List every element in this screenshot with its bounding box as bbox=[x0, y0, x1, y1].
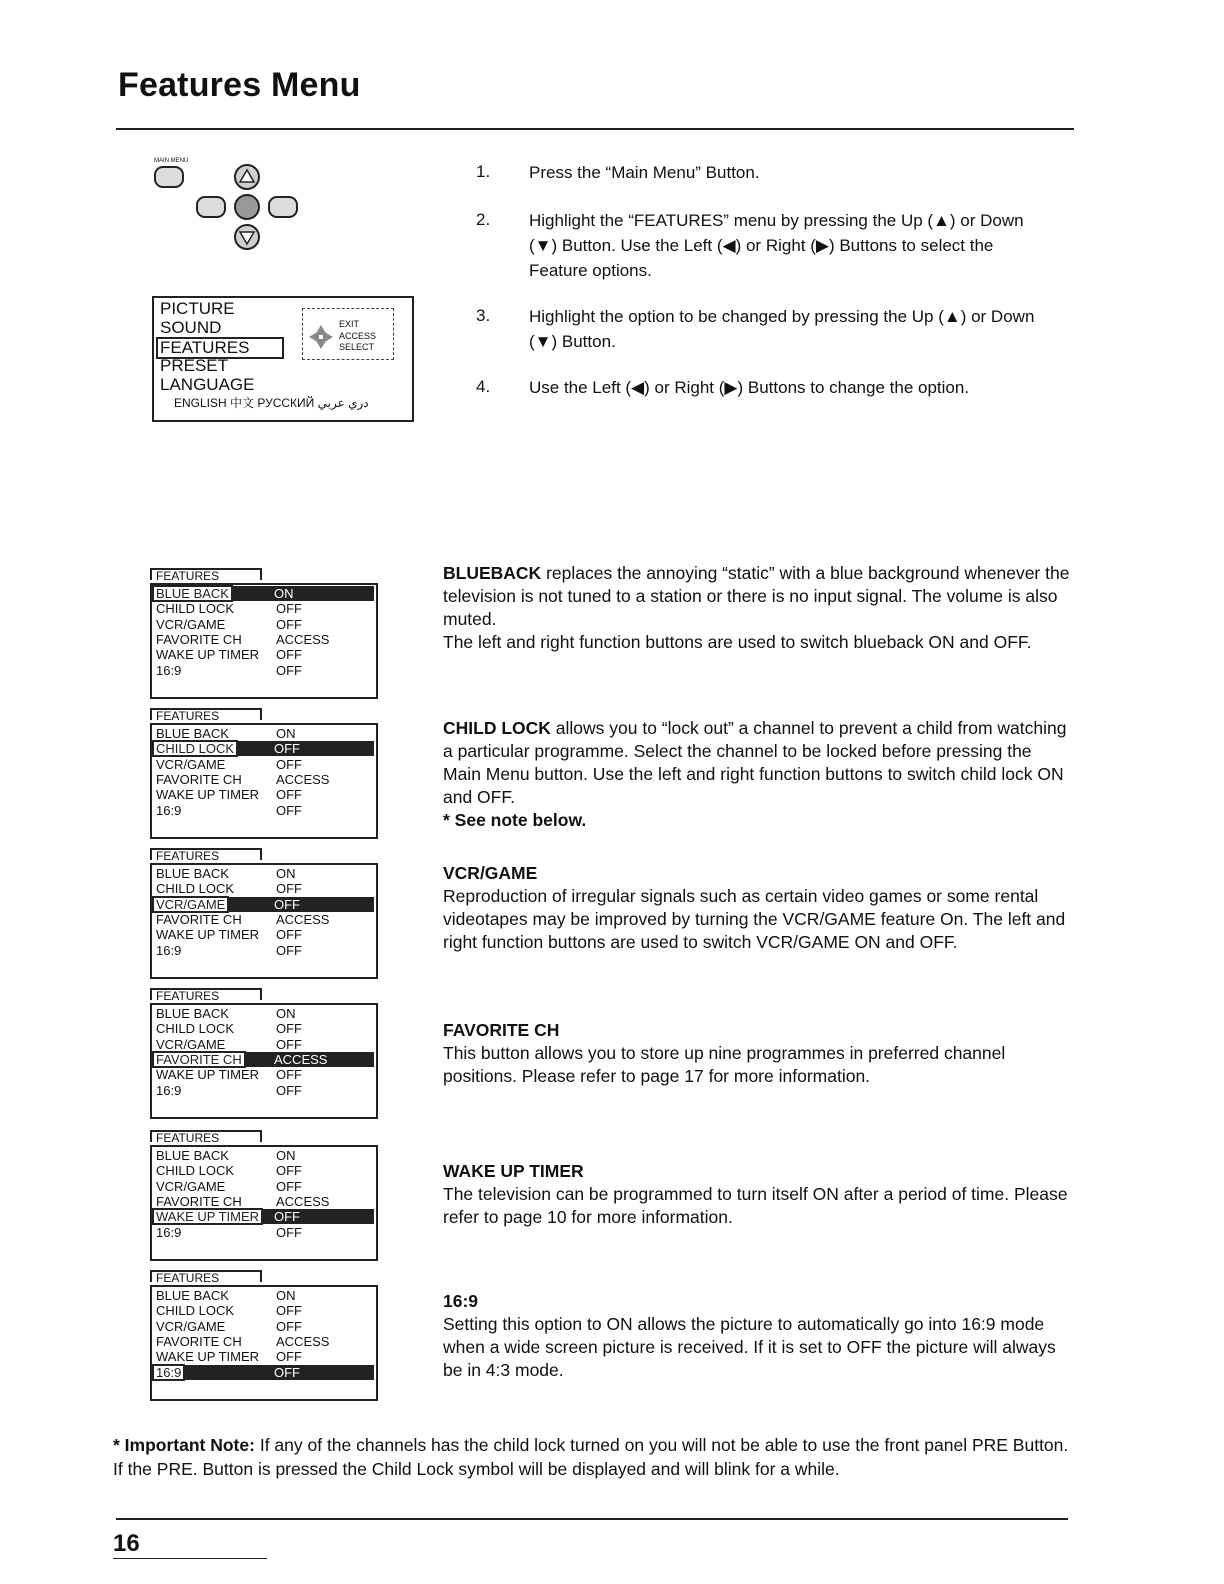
step-4-number: 4. bbox=[476, 377, 491, 396]
feature-value: OFF bbox=[276, 662, 302, 678]
feature-value: OFF bbox=[276, 942, 302, 958]
feature-value: ACCESS bbox=[276, 1193, 330, 1209]
feature-row bbox=[156, 647, 372, 662]
menu-item-sound: SOUND bbox=[160, 318, 222, 337]
feature-label: VCR/GAME bbox=[156, 896, 226, 912]
feature-row bbox=[156, 912, 372, 927]
hint-exit: EXIT bbox=[339, 319, 360, 329]
feature-value: OFF bbox=[276, 881, 302, 897]
page-number: 16 bbox=[113, 1530, 140, 1557]
features-osd-screen bbox=[150, 863, 378, 979]
main-menu-osd bbox=[152, 296, 414, 422]
step-1-text: Press the “Main Menu” Button. bbox=[529, 163, 760, 182]
feature-label: CHILD LOCK bbox=[156, 1021, 235, 1037]
page-number-underline bbox=[113, 1558, 267, 1559]
feature-row bbox=[156, 1037, 372, 1052]
feature-label: 16:9 bbox=[156, 1224, 182, 1240]
feature-value: ON bbox=[276, 1148, 296, 1163]
feature-row bbox=[156, 927, 372, 942]
desc-body: Setting this option to ON allows the picture to automatically go into 16:9 mode when a wide screen picture is received. If it is set to OFF the picture will always be in 4:3 mode. bbox=[443, 1314, 1056, 1380]
feature-value: OFF bbox=[276, 1178, 302, 1194]
feature-value: OFF bbox=[276, 1036, 302, 1052]
feature-value: OFF bbox=[276, 1067, 302, 1083]
feature-row bbox=[156, 803, 372, 818]
desc-heading: VCR/GAME bbox=[443, 863, 538, 883]
bottom-rule bbox=[116, 1518, 1068, 1520]
desc-vcr-game bbox=[443, 862, 1073, 954]
feature-label: FAVORITE CH bbox=[156, 1051, 242, 1067]
feature-label: VCR/GAME bbox=[156, 756, 226, 772]
feature-label: BLUE BACK bbox=[156, 586, 229, 601]
feature-row bbox=[156, 943, 372, 958]
main-menu-button-label: MAIN MENU bbox=[154, 158, 189, 164]
feature-value: OFF bbox=[276, 927, 302, 943]
feature-row bbox=[156, 1083, 372, 1098]
feature-value: OFF bbox=[274, 1209, 300, 1225]
page-title: Features Menu bbox=[118, 66, 361, 104]
feature-row bbox=[156, 1194, 372, 1209]
step-3-number: 3. bbox=[476, 306, 491, 325]
feature-label: CHILD LOCK bbox=[156, 1303, 235, 1319]
features-tab: FEATURES bbox=[150, 848, 262, 860]
features-osd-screen bbox=[150, 1003, 378, 1119]
right-arrow-icon bbox=[268, 196, 298, 218]
step-2-text: Highlight the “FEATURES” menu by pressing the Up (▲) or Down (▼) Button. Use the Left (◀) or Right (▶) Buttons to select the Feature options. bbox=[529, 211, 1024, 280]
feature-row bbox=[156, 1148, 372, 1163]
feature-row-highlighted bbox=[154, 1052, 374, 1067]
feature-row bbox=[156, 1021, 372, 1036]
feature-value: OFF bbox=[276, 601, 302, 617]
feature-label: BLUE BACK bbox=[156, 866, 229, 881]
feature-value: OFF bbox=[276, 1163, 302, 1179]
feature-row bbox=[156, 1163, 372, 1178]
desc-heading: WAKE UP TIMER bbox=[443, 1161, 584, 1181]
feature-row-highlighted bbox=[154, 1365, 374, 1380]
feature-value: ACCESS bbox=[274, 1051, 328, 1067]
desc-wake-up-timer bbox=[443, 1160, 1073, 1229]
desc-heading: 16:9 bbox=[443, 1291, 479, 1311]
feature-label: BLUE BACK bbox=[156, 1006, 229, 1021]
language-options: ENGLISH 中文 РУССКИЙ دري عربي bbox=[174, 396, 369, 410]
feature-value: ON bbox=[276, 866, 296, 881]
feature-row bbox=[156, 1179, 372, 1194]
features-tab: FEATURES bbox=[150, 1130, 262, 1142]
main-menu-button-icon bbox=[154, 166, 184, 188]
desc-heading: CHILD LOCK bbox=[443, 718, 551, 738]
features-tab: FEATURES bbox=[150, 1270, 262, 1282]
feature-row-highlighted bbox=[154, 586, 374, 601]
feature-label: FAVORITE CH bbox=[156, 1333, 242, 1349]
feature-row bbox=[156, 866, 372, 881]
feature-label: FAVORITE CH bbox=[156, 631, 242, 647]
desc-body: This button allows you to store up nine programmes in preferred channel positions. Please refer to page 17 for more information. bbox=[443, 1043, 1006, 1086]
feature-label: BLUE BACK bbox=[156, 1148, 229, 1163]
desc-child-lock bbox=[443, 717, 1073, 832]
feature-label: 16:9 bbox=[156, 1364, 182, 1380]
desc-body: The television can be programmed to turn itself ON after a period of time. Please refer to page 10 for more information. bbox=[443, 1184, 1068, 1227]
feature-row-highlighted bbox=[154, 741, 374, 756]
features-osd-screen bbox=[150, 1145, 378, 1261]
feature-value: OFF bbox=[274, 1364, 300, 1380]
feature-value: OFF bbox=[276, 1021, 302, 1037]
feature-value: ACCESS bbox=[276, 631, 330, 647]
feature-value: OFF bbox=[276, 787, 302, 803]
feature-label: 16:9 bbox=[156, 942, 182, 958]
desc-body-2: The left and right function buttons are used to switch blueback ON and OFF. bbox=[443, 632, 1032, 652]
feature-row bbox=[156, 1067, 372, 1082]
feature-row bbox=[156, 1319, 372, 1334]
feature-value: ACCESS bbox=[276, 771, 330, 787]
feature-value: OFF bbox=[276, 802, 302, 818]
feature-row bbox=[156, 1349, 372, 1364]
feature-label: WAKE UP TIMER bbox=[156, 787, 260, 803]
feature-value: OFF bbox=[276, 647, 302, 663]
nav-hint bbox=[302, 308, 394, 360]
note-heading: * Important Note: bbox=[113, 1435, 255, 1455]
feature-label: WAKE UP TIMER bbox=[156, 647, 260, 663]
feature-value: OFF bbox=[276, 1224, 302, 1240]
feature-row bbox=[156, 881, 372, 896]
desc-body: Reproduction of irregular signals such as certain video games or some rental videotapes may be improved by turning the VCR/GAME feature On. The left and right function buttons are used to switch VCR/GAME ON and OFF. bbox=[443, 886, 1066, 952]
feature-label: VCR/GAME bbox=[156, 1036, 226, 1052]
feature-row bbox=[156, 663, 372, 678]
feature-row bbox=[156, 601, 372, 616]
feature-value: OFF bbox=[276, 1318, 302, 1334]
feature-label: BLUE BACK bbox=[156, 726, 229, 741]
menu-item-language: LANGUAGE bbox=[160, 375, 255, 394]
desc-favorite-ch bbox=[443, 1019, 1073, 1088]
features-osd-screen bbox=[150, 583, 378, 699]
feature-value: OFF bbox=[274, 741, 300, 757]
desc-blueback bbox=[443, 562, 1073, 654]
feature-value: OFF bbox=[274, 896, 300, 912]
feature-value: ON bbox=[276, 1288, 296, 1303]
feature-label: FAVORITE CH bbox=[156, 771, 242, 787]
feature-row bbox=[156, 757, 372, 772]
feature-label: FAVORITE CH bbox=[156, 911, 242, 927]
feature-label: WAKE UP TIMER bbox=[156, 1067, 260, 1083]
feature-row bbox=[156, 772, 372, 787]
feature-value: ACCESS bbox=[276, 1333, 330, 1349]
feature-row bbox=[156, 726, 372, 741]
hint-select: SELECT bbox=[339, 342, 375, 352]
up-arrow-icon bbox=[234, 164, 260, 190]
feature-row-highlighted bbox=[154, 1209, 374, 1224]
feature-value: OFF bbox=[276, 1082, 302, 1098]
feature-row bbox=[156, 1334, 372, 1349]
feature-value: ON bbox=[274, 586, 294, 601]
feature-label: 16:9 bbox=[156, 662, 182, 678]
desc-heading: FAVORITE CH bbox=[443, 1020, 560, 1040]
important-note bbox=[113, 1433, 1073, 1481]
desc-16-9 bbox=[443, 1290, 1073, 1382]
feature-row bbox=[156, 1225, 372, 1240]
step-1-number: 1. bbox=[476, 162, 491, 181]
hint-access: ACCESS bbox=[339, 331, 377, 341]
feature-value: OFF bbox=[276, 1349, 302, 1365]
feature-row bbox=[156, 617, 372, 632]
top-rule bbox=[116, 128, 1074, 130]
nav-arrows-icon bbox=[307, 323, 335, 351]
features-tab: FEATURES bbox=[150, 568, 262, 580]
feature-row bbox=[156, 787, 372, 802]
desc-body: replaces the annoying “static” with a blue background whenever the television is not tuned to a station or there is no input signal. The volume is also muted. bbox=[443, 563, 1070, 629]
features-osd-screen bbox=[150, 723, 378, 839]
feature-label: VCR/GAME bbox=[156, 616, 226, 632]
feature-label: WAKE UP TIMER bbox=[156, 1209, 260, 1225]
feature-label: CHILD LOCK bbox=[156, 601, 235, 617]
feature-value: OFF bbox=[276, 756, 302, 772]
menu-item-picture: PICTURE bbox=[160, 299, 235, 318]
feature-label: BLUE BACK bbox=[156, 1288, 229, 1303]
note-body: If any of the channels has the child lock turned on you will not be able to use the front panel PRE Button. If the PRE. Button is pressed the Child Lock symbol will be displayed and will blink for a while. bbox=[113, 1435, 1069, 1479]
features-tab: FEATURES bbox=[150, 708, 262, 720]
center-button-icon bbox=[234, 194, 260, 220]
left-arrow-icon bbox=[196, 196, 226, 218]
features-tab: FEATURES bbox=[150, 988, 262, 1000]
feature-label: VCR/GAME bbox=[156, 1178, 226, 1194]
menu-item-preset: PRESET bbox=[160, 356, 229, 375]
feature-label: CHILD LOCK bbox=[156, 881, 235, 897]
desc-body: allows you to “lock out” a channel to prevent a child from watching a particular programme. Select the channel to be locked before pressing the Main Menu button. Use the left and right function buttons to switch child lock ON and OFF. bbox=[443, 718, 1067, 807]
step-2-number: 2. bbox=[476, 210, 491, 229]
menu-item-features-selected: FEATURES bbox=[156, 337, 284, 359]
feature-value: OFF bbox=[276, 616, 302, 632]
feature-label: WAKE UP TIMER bbox=[156, 1349, 260, 1365]
feature-value: ACCESS bbox=[276, 911, 330, 927]
feature-value: ON bbox=[276, 726, 296, 741]
step-3-text: Highlight the option to be changed by pressing the Up (▲) or Down (▼) Button. bbox=[529, 307, 1035, 351]
feature-row bbox=[156, 632, 372, 647]
feature-label: CHILD LOCK bbox=[156, 741, 235, 757]
feature-label: CHILD LOCK bbox=[156, 1163, 235, 1179]
remote-buttons bbox=[150, 158, 310, 258]
feature-row bbox=[156, 1288, 372, 1303]
feature-value: ON bbox=[276, 1006, 296, 1021]
step-4-text: Use the Left (◀) or Right (▶) Buttons to change the option. bbox=[529, 378, 970, 397]
feature-row bbox=[156, 1303, 372, 1318]
feature-label: FAVORITE CH bbox=[156, 1193, 242, 1209]
features-osd-screen bbox=[150, 1285, 378, 1401]
desc-body-2: * See note below. bbox=[443, 810, 587, 830]
desc-heading: BLUEBACK bbox=[443, 563, 542, 583]
feature-row-highlighted bbox=[154, 897, 374, 912]
feature-row bbox=[156, 1006, 372, 1021]
feature-label: WAKE UP TIMER bbox=[156, 927, 260, 943]
feature-label: 16:9 bbox=[156, 802, 182, 818]
feature-value: OFF bbox=[276, 1303, 302, 1319]
feature-label: 16:9 bbox=[156, 1082, 182, 1098]
down-arrow-icon bbox=[234, 224, 260, 250]
feature-label: VCR/GAME bbox=[156, 1318, 226, 1334]
